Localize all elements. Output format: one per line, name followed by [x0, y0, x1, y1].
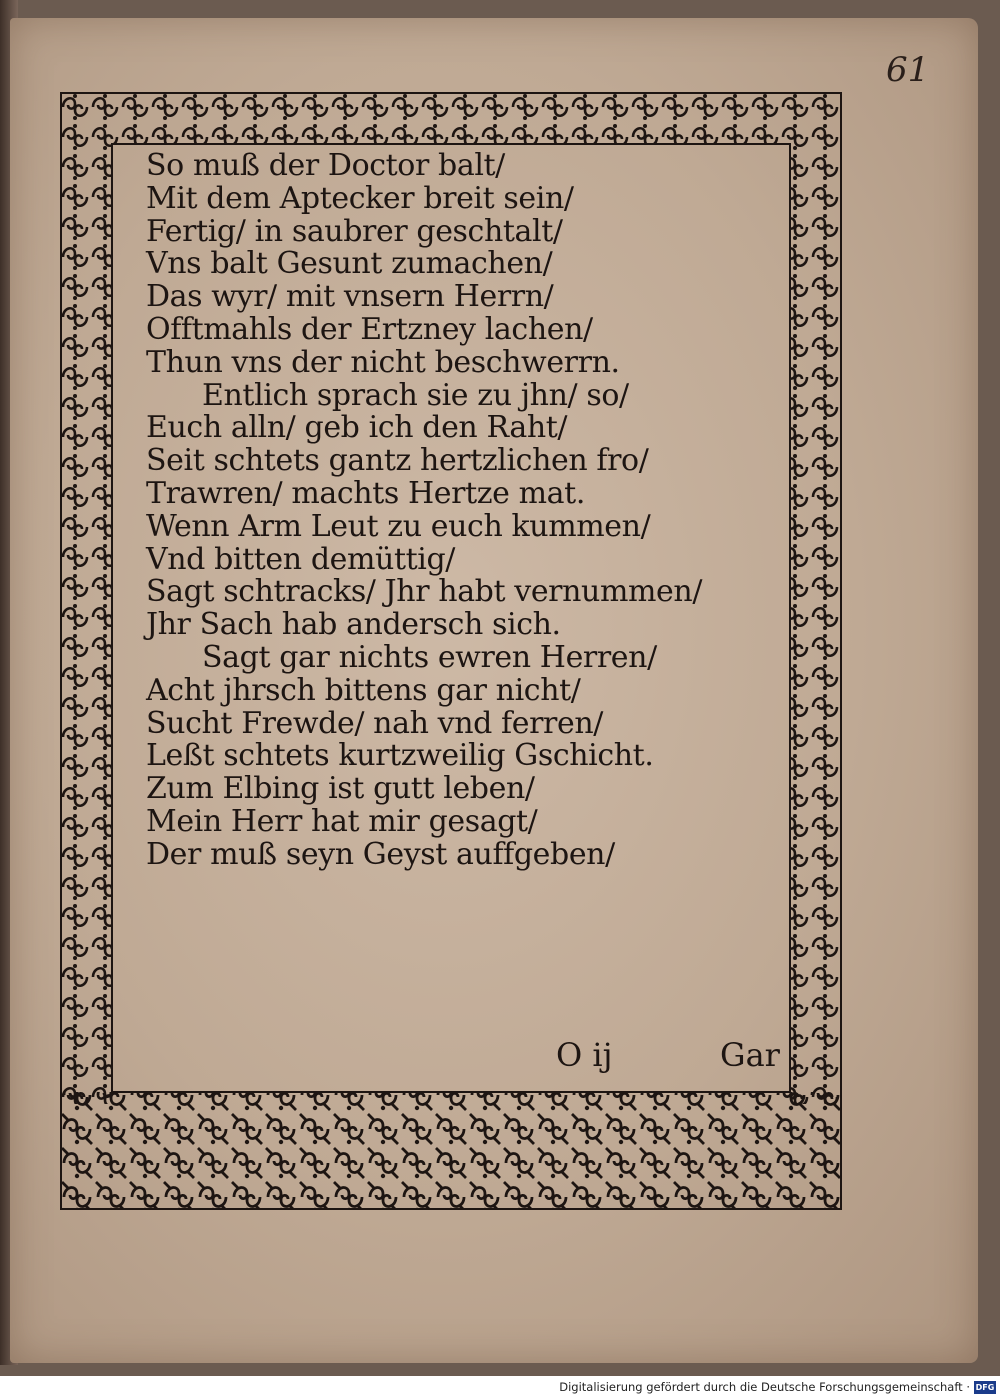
text-line: Mit dem Aptecker breit sein/	[146, 180, 574, 216]
text-line: Leßt schtets kurtzweilig Gschicht.	[146, 738, 654, 774]
text-line: Trawren/ machts Hertze mat.	[146, 475, 585, 511]
text-line: Mein Herr hat mir gesagt/	[146, 803, 538, 839]
text-line: Thun vns der nicht beschwerrn.	[146, 344, 620, 380]
text-line: Jhr Sach hab andersch sich.	[146, 607, 561, 643]
catchword: Gar	[720, 1036, 780, 1074]
text-line: Vns balt Gesunt zumachen/	[146, 246, 553, 282]
text-line: Sagt schtracks/ Jhr habt vernummen/	[146, 574, 703, 610]
text-line: Der muß seyn Geyst auffgeben/	[146, 836, 615, 872]
dfg-logo: DFG	[975, 1383, 995, 1392]
text-line: Acht jhrsch bittens gar nicht/	[146, 672, 581, 708]
text-line: Fertig/ in saubrer geschtalt/	[146, 213, 563, 249]
poem-text	[146, 150, 786, 872]
text-line: So muß der Doctor balt/	[146, 148, 505, 183]
text-line: Sucht Frewde/ nah vnd ferren/	[146, 705, 603, 741]
text-line: Seit schtets gantz hertzlichen fro/	[146, 443, 649, 479]
funding-credit: Digitalisierung gefördert durch die Deutsche Forschungsgemeinschaft ·	[559, 1380, 970, 1394]
stanza-first-line: Sagt gar nichts ewren Herren/	[202, 639, 657, 675]
text-line: Das wyr/ mit vnsern Herrn/	[146, 279, 554, 315]
signature-mark: O ij	[556, 1036, 613, 1074]
text-line: Vnd bitten demüttig/	[146, 541, 455, 577]
text-line: Euch alln/ geb ich den Raht/	[146, 410, 568, 446]
stanza-first-line: Entlich sprach sie zu jhn/ so/	[202, 377, 629, 413]
digitization-footer	[0, 1376, 1000, 1400]
folio-number: 61	[886, 50, 930, 90]
text-line: Offtmahls der Ertzney lachen/	[146, 311, 593, 347]
text-line: Zum Elbing ist gutt leben/	[146, 771, 535, 807]
text-line: Wenn Arm Leut zu euch kummen/	[146, 508, 651, 544]
